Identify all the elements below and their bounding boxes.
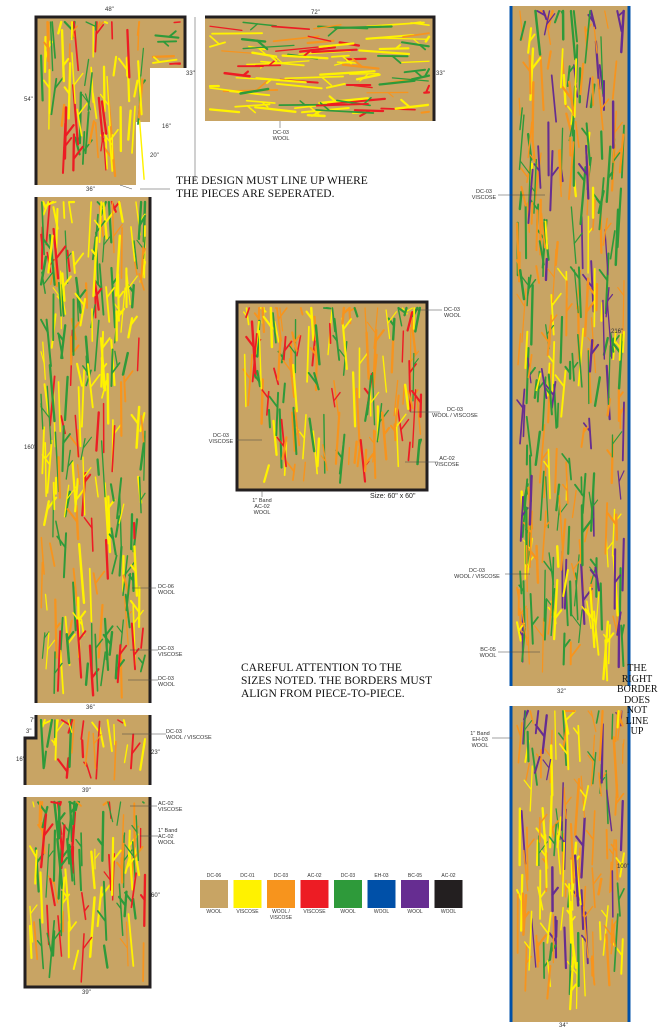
- branch-stroke: [40, 802, 41, 827]
- branch-stroke: [54, 831, 55, 881]
- branch-stroke: [536, 210, 537, 250]
- dim-216: 216": [611, 329, 624, 335]
- branch-stroke: [568, 527, 569, 554]
- branch-stroke: [81, 833, 82, 865]
- color-swatch: [301, 880, 329, 908]
- branch-stroke: [409, 361, 410, 411]
- branch-stroke: [316, 347, 317, 364]
- branch-stroke: [174, 22, 180, 23]
- color-swatch: [267, 880, 295, 908]
- branch-stroke: [98, 460, 99, 475]
- branch-stroke: [564, 928, 565, 968]
- note-right-border: THE RIGHT BORDER DOES NOT LINE UP: [617, 663, 658, 737]
- branch-stroke: [317, 439, 319, 467]
- branch-stroke: [105, 22, 107, 23]
- branch-stroke: [531, 285, 532, 344]
- callout-right-bc05: BC-05 WOOL: [479, 647, 497, 659]
- branch-stroke: [62, 426, 63, 471]
- callout-square-dc03-wool: DC-03 WOOL: [444, 307, 461, 319]
- dim-33-right: 33": [436, 71, 445, 77]
- dim-20: 20": [150, 153, 159, 159]
- branch-stroke: [551, 745, 552, 795]
- branch-stroke: [138, 22, 139, 50]
- branch-stroke: [337, 62, 356, 63]
- color-swatch: [334, 880, 362, 908]
- dim-34: 34": [559, 1023, 568, 1029]
- branch-stroke: [395, 424, 396, 440]
- dim-33-left: 33": [186, 71, 195, 77]
- branch-stroke: [269, 410, 270, 427]
- note-careful-attention: CAREFUL ATTENTION TO THE SIZES NOTED. THE BORDERS MUST ALIGN FROM PIECE-TO-PIECE.: [241, 662, 433, 700]
- branch-stroke: [532, 202, 533, 223]
- branch-stroke: [102, 812, 103, 861]
- dim-54: 54": [24, 97, 33, 103]
- branch-stroke: [73, 135, 74, 171]
- branch-stroke: [393, 319, 394, 340]
- branch-stroke: [73, 802, 75, 824]
- branch-stroke: [121, 649, 122, 698]
- branch-stroke: [545, 835, 546, 887]
- branch-stroke: [530, 476, 532, 525]
- branch-stroke: [582, 217, 583, 269]
- dim-7: 7": [30, 718, 36, 724]
- branch-stroke: [537, 546, 538, 583]
- branch-stroke: [69, 63, 70, 118]
- branch-stroke: [623, 332, 624, 341]
- branch-stroke: [111, 349, 112, 386]
- branch-stroke: [47, 22, 48, 61]
- branch-stroke: [349, 448, 350, 465]
- branch-stroke: [64, 202, 65, 218]
- branch-stroke: [623, 402, 624, 460]
- branch-stroke: [65, 108, 66, 159]
- branch-stroke: [601, 132, 602, 159]
- branch-stroke: [553, 558, 554, 616]
- branch-stroke: [561, 317, 562, 363]
- branch-stroke: [144, 739, 145, 748]
- branch-stroke: [365, 450, 366, 471]
- callout-left-dc03-wool-viscose: DC-03 WOOL / VISCOSE: [166, 729, 212, 741]
- branch-stroke: [602, 303, 603, 321]
- branch-stroke: [523, 894, 524, 929]
- branch-stroke: [343, 308, 344, 323]
- callout-left-dc03-wool: DC-03 WOOL: [158, 676, 175, 688]
- dim-60: 60": [151, 893, 160, 899]
- branch-stroke: [82, 740, 83, 757]
- branch-stroke: [527, 827, 528, 879]
- callout-square-dc03-wool-viscose: DC-03 WOOL / VISCOSE: [432, 407, 478, 419]
- branch-stroke: [528, 732, 529, 762]
- note-design-line-up: THE DESIGN MUST LINE UP WHERE THE PIECES ARE SEPERATED.: [176, 175, 368, 200]
- branch-stroke: [527, 546, 528, 592]
- dim-100: 100": [617, 864, 630, 870]
- color-key: [200, 880, 463, 908]
- branch-stroke: [59, 457, 60, 497]
- branch-stroke: [546, 259, 547, 280]
- branch-stroke: [116, 655, 117, 678]
- dim-72: 72": [311, 10, 320, 16]
- branch-stroke: [380, 48, 409, 49]
- branch-stroke: [80, 93, 81, 143]
- dim-32: 32": [557, 689, 566, 695]
- branch-stroke: [570, 582, 571, 616]
- branch-stroke: [104, 67, 105, 111]
- branch-stroke: [577, 963, 578, 1009]
- swatch-code: AC-02: [307, 873, 322, 879]
- swatch-material: WOOL: [373, 909, 390, 915]
- swatch-code: EH-03: [374, 873, 389, 879]
- branch-stroke: [520, 192, 522, 209]
- swatch-code: DC-03: [340, 873, 356, 879]
- branch-stroke: [41, 235, 42, 246]
- swatch-code: DC-01: [240, 873, 255, 879]
- branch-stroke: [615, 549, 616, 608]
- swatch-material: WOOL: [407, 909, 423, 915]
- dim-39-top: 39": [82, 788, 91, 794]
- branch-stroke: [612, 714, 613, 739]
- branch-stroke: [140, 121, 144, 179]
- dim-3: 3": [26, 729, 32, 735]
- branch-stroke: [54, 483, 55, 510]
- dim-23: 23": [151, 750, 160, 756]
- callout-left-band: 1" Band AC-02 WOOL: [158, 828, 178, 846]
- dim-36-bottom: 36": [86, 705, 95, 711]
- branch-stroke: [588, 351, 589, 404]
- callout-right-band: 1" Band EH-03 WOOL: [470, 731, 490, 749]
- square-size-label: Size: 60" x 60": [370, 493, 416, 500]
- branch-stroke: [530, 56, 531, 93]
- branch-stroke: [616, 515, 617, 540]
- dim-160: 160": [24, 445, 37, 451]
- swatch-material: WOOL: [206, 909, 222, 915]
- branch-stroke: [601, 583, 602, 629]
- dim-48: 48": [105, 7, 114, 13]
- callout-right-dc03-wool-viscose: DC-03 WOOL / VISCOSE: [454, 568, 500, 580]
- branch-stroke: [623, 539, 624, 591]
- branch-stroke: [557, 403, 558, 426]
- branch-stroke: [114, 725, 115, 745]
- branch-stroke: [143, 802, 144, 803]
- branch-stroke: [60, 720, 61, 722]
- branch-stroke: [557, 546, 558, 566]
- dim-36-top: 36": [86, 187, 95, 193]
- branch-stroke: [263, 308, 264, 332]
- branch-stroke: [108, 374, 109, 423]
- swatch-code: BC-05: [407, 873, 423, 879]
- branch-stroke: [564, 634, 565, 665]
- branch-stroke: [346, 59, 366, 60]
- dim-16: 16": [162, 124, 171, 130]
- color-swatch: [200, 880, 228, 908]
- dim-39-bottom: 39": [82, 990, 91, 996]
- callout-left-dc06: DC-06 WOOL: [158, 584, 175, 596]
- swatch-code: DC-03: [273, 873, 289, 879]
- branch-stroke: [422, 112, 429, 113]
- branch-stroke: [308, 115, 325, 116]
- swatch-material: VISCOSE: [303, 909, 326, 915]
- branch-stroke: [374, 430, 375, 477]
- branch-stroke: [132, 285, 134, 307]
- swatch-material: WOOL: [340, 909, 356, 915]
- branch-stroke: [593, 77, 594, 105]
- branch-stroke: [330, 324, 331, 343]
- branch-stroke: [533, 82, 534, 141]
- branch-stroke: [600, 922, 601, 939]
- branch-stroke: [607, 830, 608, 859]
- branch-stroke: [566, 281, 567, 335]
- branch-stroke: [420, 395, 421, 417]
- branch-stroke: [537, 841, 538, 865]
- callout-square-dc03-viscose: DC-03 VISCOSE: [208, 433, 234, 445]
- swatch-code: DC-06: [206, 873, 222, 879]
- callout-right-dc03-viscose: DC-03 VISCOSE: [471, 189, 497, 201]
- branch-stroke: [143, 943, 144, 981]
- branch-stroke: [45, 443, 46, 497]
- callout-top-dc03: DC-03 WOOL: [272, 130, 290, 142]
- swatch-material: WOOL: [440, 909, 457, 915]
- swatch-code: AC-02: [441, 873, 456, 879]
- branch-stroke: [122, 228, 123, 278]
- callout-square-ac02: AC-02 VISCOSE: [434, 456, 460, 468]
- branch-stroke: [392, 337, 394, 372]
- branch-stroke: [612, 871, 613, 917]
- color-swatch: [401, 880, 429, 908]
- dim-16-small: 16": [16, 757, 25, 763]
- color-swatch: [435, 880, 463, 908]
- branch-stroke: [133, 574, 134, 591]
- branch-stroke: [41, 56, 43, 101]
- branch-stroke: [523, 405, 524, 436]
- branch-stroke: [324, 415, 325, 473]
- callout-left-ac02: AC-02 VISCOSE: [158, 801, 183, 813]
- branch-stroke: [112, 838, 113, 895]
- color-swatch: [234, 880, 262, 908]
- swatch-material: WOOL / VISCOSE: [269, 909, 293, 921]
- callout-left-dc03-viscose: DC-03 VISCOSE: [158, 646, 183, 658]
- color-swatch: [368, 880, 396, 908]
- swatch-material: VISCOSE: [236, 909, 259, 915]
- branch-stroke: [153, 56, 174, 57]
- callout-square-band: 1" Band AC-02 WOOL: [252, 498, 272, 516]
- branch-stroke: [131, 514, 132, 549]
- branch-stroke: [86, 283, 87, 307]
